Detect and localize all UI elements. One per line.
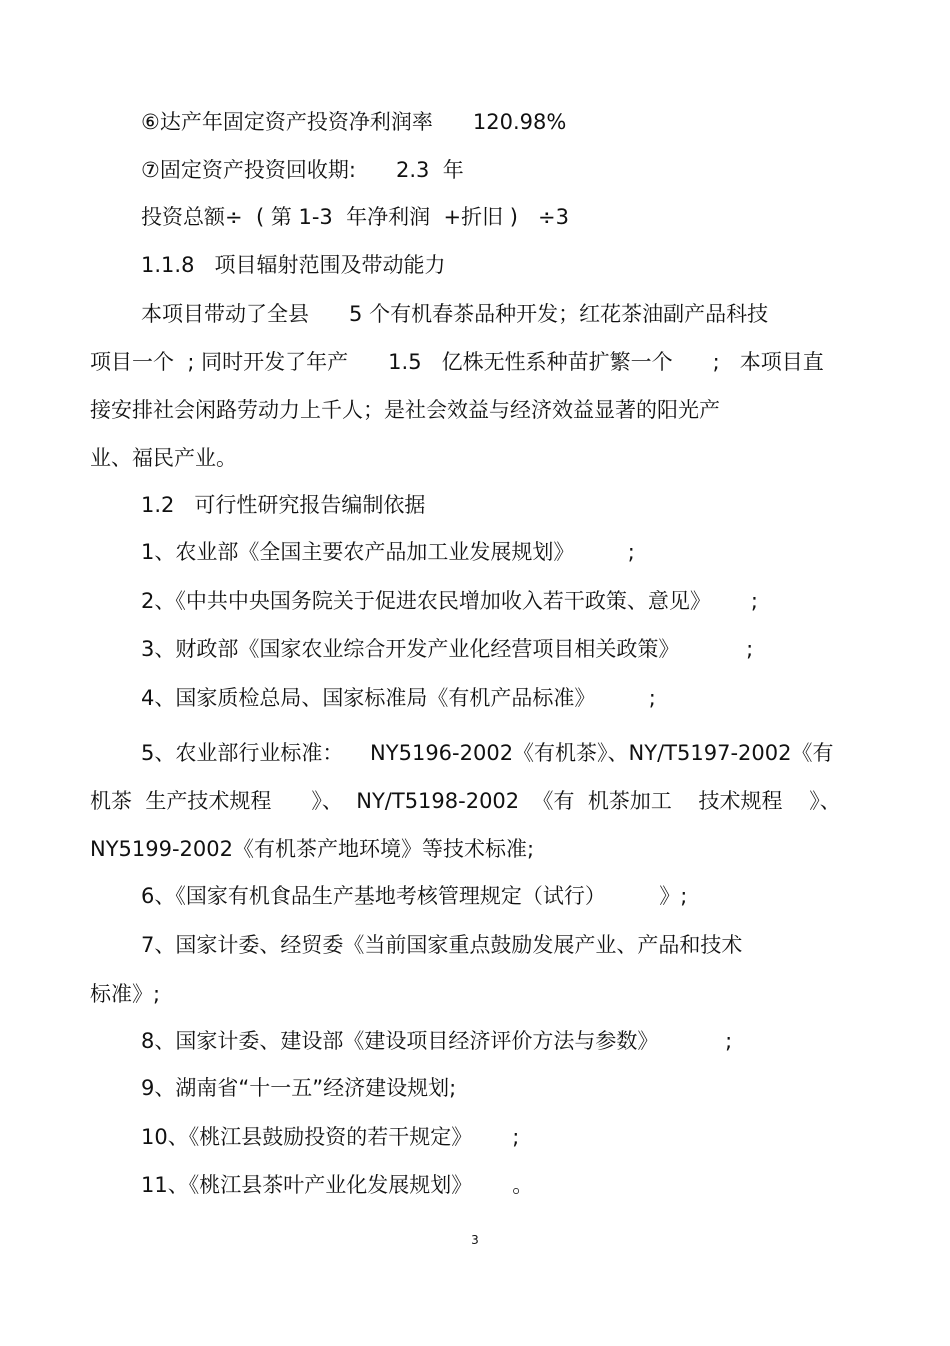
- list-item-9: 9、湖南省“十一五”经济建设规划;: [141, 1076, 457, 1100]
- text-line-payback-period: ⑦固定资产投资回收期: 2.3 年: [141, 158, 464, 182]
- paragraph-line-2: 项目一个 ; 同时开发了年产 1.5 亿株无性系种苗扩繁一个 ; 本项目直: [90, 350, 824, 374]
- list-item-11: 11、《桃江县茶叶产业化发展规划》 。: [141, 1173, 534, 1197]
- list-item-2: 2、《中共中央国务院关于促进农民增加收入若干政策、意见》 ;: [141, 589, 758, 613]
- list-item-5-line-3: NY5199-2002《有机茶产地环境》等技术标准;: [90, 837, 535, 861]
- list-item-6: 6、《国家有机食品生产基地考核管理规定（试行） 》;: [141, 884, 688, 908]
- list-item-7-line-1: 7、国家计委、经贸委《当前国家重点鼓励发展产业、产品和技术: [141, 933, 743, 957]
- section-heading-1-1-8: 1.1.8 项目辐射范围及带动能力: [141, 253, 446, 277]
- text-line-formula: 投资总额÷ ( 第 1-3 年净利润 +折旧 ) ÷3: [141, 205, 569, 229]
- list-item-7-line-2: 标准》;: [90, 982, 161, 1006]
- list-item-3: 3、财政部《国家农业综合开发产业化经营项目相关政策》 ;: [141, 637, 754, 661]
- list-item-5-line-1: 5、农业部行业标准： NY5196-2002《有机茶》、NY/T5197-2002《有: [141, 741, 834, 765]
- list-item-10: 10、《桃江县鼓励投资的若干规定》 ;: [141, 1125, 520, 1149]
- list-item-1: 1、农业部《全国主要农产品加工业发展规划》 ;: [141, 540, 635, 564]
- list-item-5-line-2: 机茶 生产技术规程 》、 NY/T5198-2002 《有 机茶加工 技术规程 》、: [90, 789, 841, 813]
- page-number: 3: [471, 1233, 479, 1247]
- paragraph-line-3: 接安排社会闲路劳动力上千人；是社会效益与经济效益显著的阳光产: [90, 398, 720, 422]
- section-heading-1-2: 1.2 可行性研究报告编制依据: [141, 493, 426, 517]
- list-item-4: 4、国家质检总局、国家标准局《有机产品标准》 ;: [141, 686, 656, 710]
- paragraph-line-1: 本项目带动了全县 5 个有机春茶品种开发；红花茶油副产品科技: [141, 302, 769, 326]
- text-line-profit-rate: ⑥达产年固定资产投资净利润率 120.98%: [141, 110, 567, 134]
- paragraph-line-4: 业、福民产业。: [90, 446, 237, 470]
- list-item-8: 8、国家计委、建设部《建设项目经济评价方法与参数》 ;: [141, 1029, 733, 1053]
